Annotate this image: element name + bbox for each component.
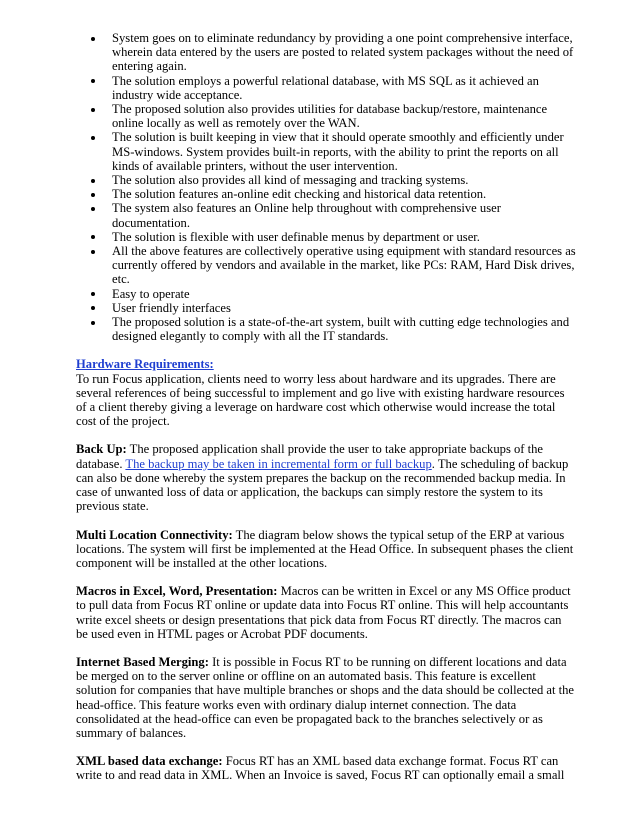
list-item: Easy to operate bbox=[76, 287, 576, 301]
hardware-requirements-link[interactable]: Hardware Requirements: bbox=[76, 357, 214, 372]
list-item: System goes on to eliminate redundancy by providing a one point comprehensive interface, wherein data entered by the users are posted to related system packages without the need of entering again. bbox=[76, 31, 576, 74]
bullet-icon bbox=[91, 193, 95, 197]
bullet-icon bbox=[91, 306, 95, 310]
document-content bbox=[76, 31, 576, 797]
list-item: User friendly interfaces bbox=[76, 301, 576, 315]
hardware-requirements-paragraph: To run Focus application, clients need to worry less about hardware and its upgrades. There are several references of being successful to implement and go live with existing hardware resources of a client thereby giving a leverage on hardware cost which otherwise would increase the total cost of the project. bbox=[76, 371, 565, 429]
bullet-icon bbox=[91, 108, 95, 112]
feature-bullet-list bbox=[76, 31, 576, 343]
bullet-icon bbox=[91, 235, 95, 239]
bullet-icon bbox=[91, 292, 95, 296]
bullet-icon bbox=[91, 179, 95, 183]
bullet-icon bbox=[91, 37, 95, 41]
bullet-icon bbox=[91, 321, 95, 325]
list-item: The solution is flexible with user definable menus by department or user. bbox=[76, 230, 576, 244]
bullet-icon bbox=[91, 250, 95, 254]
internet-merging-label: Internet Based Merging: bbox=[76, 654, 209, 669]
list-item: The proposed solution also provides utilities for database backup/restore, maintenance online locally as well as remotely over the WAN. bbox=[76, 102, 576, 130]
list-item: The solution employs a powerful relational database, with MS SQL as it achieved an industry wide acceptance. bbox=[76, 74, 576, 102]
backup-paragraph: Back Up: The proposed application shall provide the user to take appropriate backups of the database. The backup may be taken in incremental form or full backup. The scheduling of backup can also be done whereby the system prepares the backup on the recommended backup media. In case of unwanted loss of data or application, the backups can simply restore the system to its previous state. bbox=[76, 442, 569, 514]
xml-exchange-label: XML based data exchange: bbox=[76, 754, 223, 769]
backup-label: Back Up: bbox=[76, 442, 127, 457]
backup-link[interactable]: The backup may be taken in incremental form or full backup bbox=[125, 456, 432, 471]
hardware-requirements-heading bbox=[76, 357, 576, 371]
bullet-icon bbox=[91, 136, 95, 140]
list-item: The solution is built keeping in view that it should operate smoothly and efficiently under MS-windows. System provides built-in reports, with the ability to print the reports on all kinds of available printers, without the user intervention. bbox=[76, 130, 576, 173]
internet-merging-paragraph: Internet Based Merging: It is possible in Focus RT to be running on different locations and data be merged on to the server online or offline on an automated basis. This feature is excellent solution for companies that have multiple branches or shops and the data should be collected at the head-office. This feature works even with ordinary dialup internet connection. The data consolidated at the head-office can even be propagated back to the branches selectively or as summary of balances. bbox=[76, 654, 575, 740]
list-item: The proposed solution is a state-of-the-art system, built with cutting edge technologies and designed elegantly to comply with all the IT standards. bbox=[76, 315, 576, 343]
list-item: The system also features an Online help throughout with comprehensive user documentation. bbox=[76, 201, 576, 229]
list-item: All the above features are collectively operative using equipment with standard resources as currently offered by vendors and available in the market, like PCs: RAM, Hard Disk drives, etc. bbox=[76, 244, 576, 287]
multi-location-label: Multi Location Connectivity: bbox=[76, 527, 233, 542]
list-item: The solution features an-online edit checking and historical data retention. bbox=[76, 187, 576, 201]
macros-label: Macros in Excel, Word, Presentation: bbox=[76, 584, 278, 599]
bullet-icon bbox=[91, 207, 95, 211]
list-item: The solution also provides all kind of messaging and tracking systems. bbox=[76, 173, 576, 187]
macros-paragraph: Macros in Excel, Word, Presentation: Macros can be written in Excel or any MS Office product to pull data from Focus RT online or update data into Focus RT online. This will help accountants write excel sheets or design presentations that pick data from Focus RT directly. The macros can be used even in HTML pages or Acrobat PDF documents. bbox=[76, 584, 571, 641]
multi-location-paragraph: Multi Location Connectivity: The diagram below shows the typical setup of the ERP at various locations. The system will first be implemented at the Head Office. In subsequent phases the client component will be installed at the other locations. bbox=[76, 527, 574, 570]
xml-exchange-paragraph: XML based data exchange: Focus RT has an XML based data exchange format. Focus RT can write to and read data in XML. When an Invoice is saved, Focus RT can optionally email a small bbox=[76, 754, 565, 783]
bullet-icon bbox=[91, 79, 95, 83]
